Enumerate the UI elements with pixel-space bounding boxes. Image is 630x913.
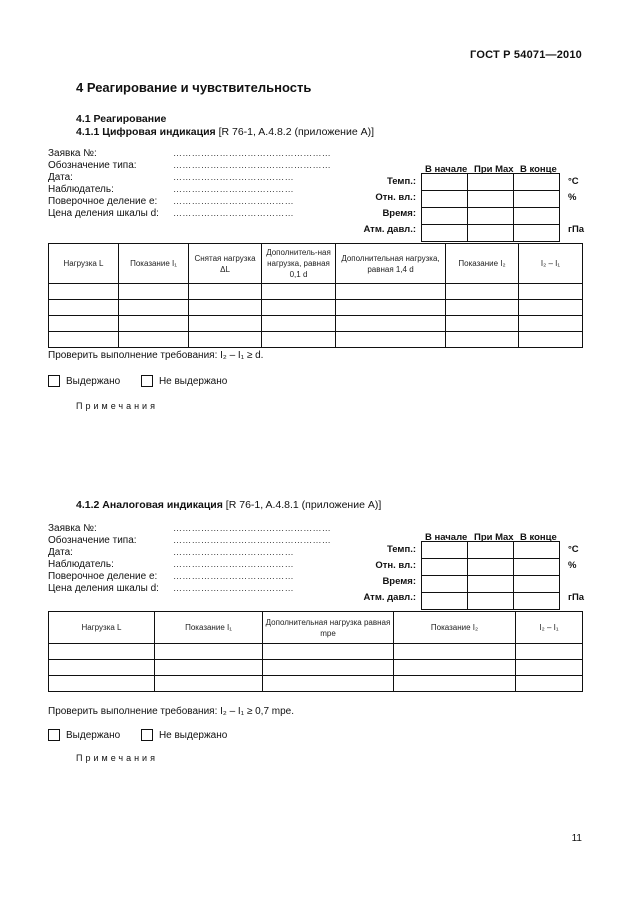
form-field-request[interactable]: …………………………………………… xyxy=(173,148,332,158)
requirement-check-2: Проверить выполнение требования: I₂ – I₁ ≥ 0,7 mpe. xyxy=(48,706,295,717)
env-label-time: Время: xyxy=(382,208,416,219)
failed-checkbox[interactable] xyxy=(141,375,153,387)
unit2-hpa: гПа xyxy=(568,592,585,603)
env2-label-humidity: Отн. вл.: xyxy=(375,560,416,571)
form-field-observer[interactable]: ………………………………… xyxy=(173,184,294,194)
col2-load: Нагрузка L xyxy=(49,612,155,644)
form-label-type: Обозначение типа: xyxy=(48,160,137,171)
env2-col-max: При Max xyxy=(474,532,514,543)
standard-number: ГОСТ Р 54071—2010 xyxy=(470,49,582,61)
table-row xyxy=(49,284,583,300)
form2-field-verification-division[interactable]: ………………………………… xyxy=(173,571,294,581)
table-row xyxy=(49,676,583,692)
col-removed-load: Снятая нагрузка ΔL xyxy=(189,244,262,284)
notes-label-2: Примечания xyxy=(76,753,158,763)
env-label-pressure: Атм. давл.: xyxy=(363,224,416,235)
form-label-date: Дата: xyxy=(48,172,73,183)
col2-reading-1: Показание I₁ xyxy=(155,612,263,644)
form-field-type[interactable]: …………………………………………… xyxy=(173,160,332,170)
table-row xyxy=(49,316,583,332)
form-label-request: Заявка №: xyxy=(48,148,97,159)
requirement-check-1: Проверить выполнение требования: I₂ – I₁ ≥ d. xyxy=(48,350,264,361)
col-reading-2: Показание I₂ xyxy=(446,244,519,284)
form2-label-request: Заявка №: xyxy=(48,523,97,534)
table-row xyxy=(49,332,583,348)
form2-field-request[interactable]: …………………………………………… xyxy=(173,523,332,533)
form2-field-date[interactable]: ………………………………… xyxy=(173,547,294,557)
form2-label-date: Дата: xyxy=(48,547,73,558)
passed-checkbox-2[interactable] xyxy=(48,729,60,741)
env2-label-pressure: Атм. давл.: xyxy=(363,592,416,603)
env2-label-temp: Темп.: xyxy=(386,544,416,555)
table-row xyxy=(49,300,583,316)
subsection-title: 4.1 Реагирование xyxy=(76,113,167,125)
unit2-percent: % xyxy=(568,560,577,571)
form2-field-type[interactable]: …………………………………………… xyxy=(173,535,332,545)
form2-label-type: Обозначение типа: xyxy=(48,535,137,546)
env-col-start: В начале xyxy=(425,164,468,175)
section-title: 4 Реагирование и чувствительность xyxy=(76,80,312,95)
col2-additional-load-mpe: Дополнительная нагрузка равная mpe xyxy=(263,612,394,644)
result-options-1: Выдержано Не выдержано xyxy=(48,375,245,387)
passed-checkbox[interactable] xyxy=(48,375,60,387)
notes-label-1: Примечания xyxy=(76,401,158,411)
table-row xyxy=(49,660,583,676)
form-field-verification-division[interactable]: ………………………………… xyxy=(173,196,294,206)
col2-difference: I₂ – I₁ xyxy=(516,612,583,644)
col-difference: I₂ – I₁ xyxy=(519,244,583,284)
env-label-humidity: Отн. вл.: xyxy=(375,192,416,203)
env2-label-time: Время: xyxy=(382,576,416,587)
form2-label-verification-division: Поверочное деление e: xyxy=(48,571,158,582)
digital-response-table xyxy=(48,243,583,348)
env2-col-end: В конце xyxy=(520,532,557,543)
result-options-2: Выдержано Не выдержано xyxy=(48,729,245,741)
form2-field-observer[interactable]: ………………………………… xyxy=(173,559,294,569)
unit2-celsius: °C xyxy=(568,544,579,555)
form2-label-scale-division: Цена деления шкалы d: xyxy=(48,583,159,594)
env-table xyxy=(421,173,560,242)
failed-checkbox-2[interactable] xyxy=(141,729,153,741)
page-number: 11 xyxy=(571,833,582,844)
subsection-411-title: 4.1.1 Цифровая индикация [R 76-1, A.4.8.2 (приложение А)] xyxy=(76,126,375,138)
col-reading-1: Показание I₁ xyxy=(119,244,189,284)
env2-table xyxy=(421,541,560,610)
unit-hpa: гПа xyxy=(568,224,585,235)
form-label-scale-division: Цена деления шкалы d: xyxy=(48,208,159,219)
env-label-temp: Темп.: xyxy=(386,176,416,187)
unit-percent: % xyxy=(568,192,577,203)
unit-celsius: °C xyxy=(568,176,579,187)
col-load: Нагрузка L xyxy=(49,244,119,284)
col2-reading-2: Показание I₂ xyxy=(394,612,516,644)
form2-label-observer: Наблюдатель: xyxy=(48,559,114,570)
env2-col-start: В начале xyxy=(425,532,468,543)
col-additional-load-14d: Дополнительная нагрузка, равная 1,4 d xyxy=(336,244,446,284)
table-row xyxy=(49,644,583,660)
form-label-observer: Наблюдатель: xyxy=(48,184,114,195)
form-field-scale-division[interactable]: ………………………………… xyxy=(173,208,294,218)
env-col-max: При Max xyxy=(474,164,514,175)
form2-field-scale-division[interactable]: ………………………………… xyxy=(173,583,294,593)
form-field-date[interactable]: ………………………………… xyxy=(173,172,294,182)
subsection-412-title: 4.1.2 Аналоговая индикация [R 76-1, A.4.8.1 (приложение А)] xyxy=(76,499,382,511)
form-label-verification-division: Поверочное деление e: xyxy=(48,196,158,207)
analog-response-table xyxy=(48,611,583,692)
col-additional-load-01d: Дополнитель-ная нагрузка, равная 0,1 d xyxy=(262,244,336,284)
env-col-end: В конце xyxy=(520,164,557,175)
